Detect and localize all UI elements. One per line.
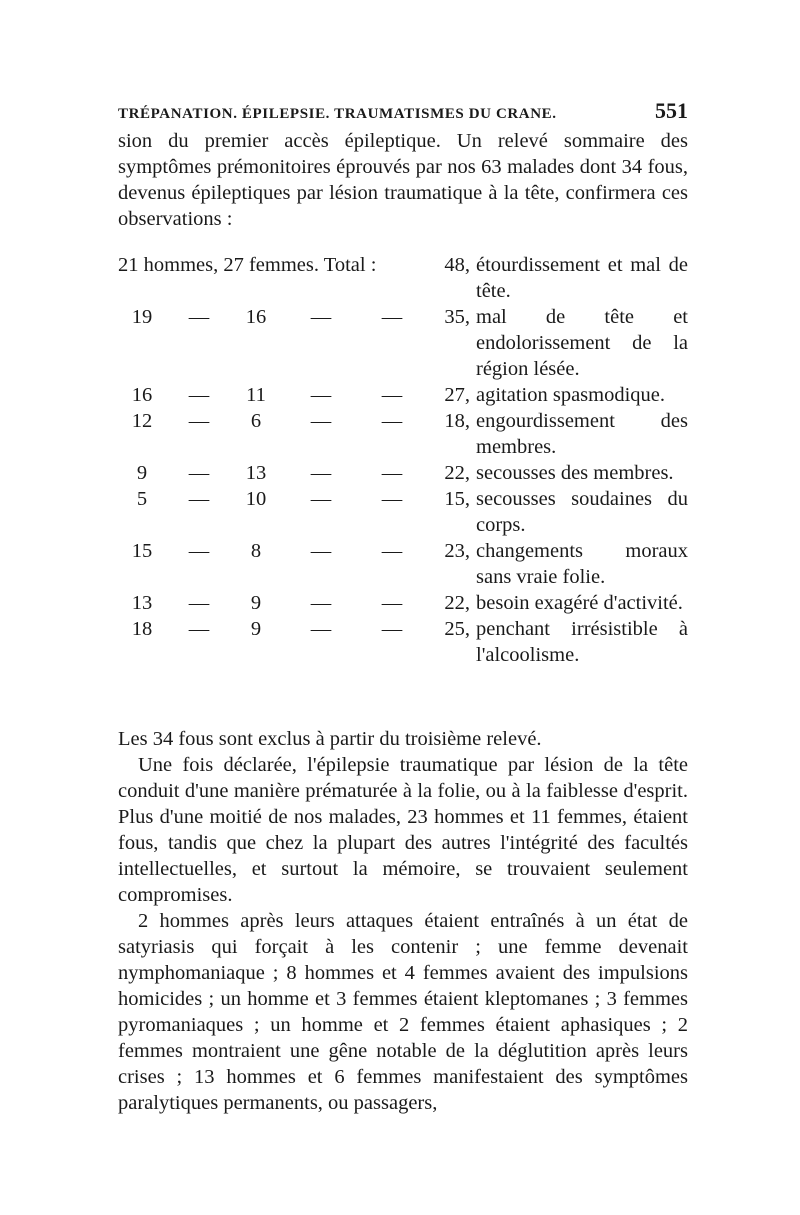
dash: — bbox=[188, 618, 210, 640]
running-head: TRÉPANATION. ÉPILEPSIE. TRAUMATISMES DU CRANE. bbox=[118, 106, 557, 122]
table-row bbox=[118, 590, 688, 616]
dash: — bbox=[310, 306, 332, 328]
dash: — bbox=[381, 306, 403, 328]
symptom-desc: secousses des membres. bbox=[476, 462, 674, 484]
women-count: 9 bbox=[250, 592, 262, 614]
total-count: 18, bbox=[444, 410, 470, 432]
women-count: 10 bbox=[245, 488, 267, 510]
men-count: 5 bbox=[136, 488, 148, 510]
total-count: 27, bbox=[444, 384, 470, 406]
paragraph-symptoms: 2 hommes après leurs attaques étaient entraînés à un état de satyriasis qui forçait à les contenir ; une femme devenait nymphomaniaque ; 8 hommes et 4 femmes avaient des impulsions homicides ; un homme et 3 femmes étaient kleptomanes ; 3 femmes pyromaniaques ; un homme et 2 femmes étaient aphasiques ; 2 femmes montraient une gêne notable de la déglutition après leurs crises ; 13 hommes et 6 femmes manifestaient des symptômes paralytiques permanents, ou passagers, bbox=[118, 910, 688, 1114]
symptom-desc: secousses soudaines du corps. bbox=[476, 488, 688, 536]
table-row bbox=[118, 538, 688, 590]
paragraph-exclusion: Les 34 fous sont exclus à partir du troisième relevé. bbox=[118, 728, 542, 750]
men-count: 13 bbox=[131, 592, 153, 614]
women-count: 11 bbox=[246, 384, 266, 406]
first-row-label: 21 hommes, 27 femmes. Total : bbox=[118, 254, 377, 276]
page-header bbox=[118, 98, 688, 124]
women-count: 9 bbox=[250, 618, 262, 640]
symptom-desc: changements moraux sans vraie folie. bbox=[476, 540, 688, 588]
dash: — bbox=[310, 488, 332, 510]
dash: — bbox=[310, 618, 332, 640]
symptom-desc: penchant irrésistible à l'alcoolisme. bbox=[476, 618, 688, 666]
table-row bbox=[118, 616, 688, 668]
total-count: 15, bbox=[444, 488, 470, 510]
dash: — bbox=[310, 462, 332, 484]
total-count: 23, bbox=[444, 540, 470, 562]
men-count: 16 bbox=[131, 384, 153, 406]
table-row bbox=[118, 460, 688, 486]
first-row-total: 48, bbox=[444, 254, 470, 276]
dash: — bbox=[188, 592, 210, 614]
women-count: 16 bbox=[245, 306, 267, 328]
total-count: 22, bbox=[444, 462, 470, 484]
dash: — bbox=[310, 540, 332, 562]
men-count: 18 bbox=[131, 618, 153, 640]
men-count: 15 bbox=[131, 540, 153, 562]
table-row-first bbox=[118, 252, 688, 304]
page-number: 551 bbox=[655, 98, 688, 123]
symptom-table bbox=[118, 252, 688, 668]
symptom-desc: agitation spasmodique. bbox=[476, 384, 666, 406]
total-count: 22, bbox=[444, 592, 470, 614]
dash: — bbox=[381, 540, 403, 562]
dash: — bbox=[381, 410, 403, 432]
symptom-desc: mal de tête et endolorissement de la région lésée. bbox=[476, 306, 688, 380]
dash: — bbox=[188, 410, 210, 432]
men-count: 12 bbox=[131, 410, 153, 432]
dash: — bbox=[381, 592, 403, 614]
dash: — bbox=[381, 462, 403, 484]
total-count: 35, bbox=[444, 306, 470, 328]
women-count: 8 bbox=[250, 540, 262, 562]
table-row bbox=[118, 408, 688, 460]
dash: — bbox=[310, 384, 332, 406]
dash: — bbox=[310, 410, 332, 432]
table-row bbox=[118, 304, 688, 382]
women-count: 6 bbox=[250, 410, 262, 432]
paragraph-epilepsy: Une fois déclarée, l'épilepsie traumatique par lésion de la tête conduit d'une manière prématurée à la folie, ou à la faiblesse d'esprit. Plus d'une moitié de nos malades, 23 hommes et 11 femmes, étaient fous, tandis que chez la plupart des autres l'intégrité des facultés intellectuelles, et surtout la mémoire, se trouvaient seulement compromises. bbox=[118, 754, 688, 906]
symptom-desc: engourdissement des membres. bbox=[476, 410, 688, 458]
dash: — bbox=[310, 592, 332, 614]
table-row bbox=[118, 382, 688, 408]
dash: — bbox=[381, 384, 403, 406]
dash: — bbox=[381, 618, 403, 640]
dash: — bbox=[188, 462, 210, 484]
table-row bbox=[118, 486, 688, 538]
total-count: 25, bbox=[444, 618, 470, 640]
men-count: 9 bbox=[136, 462, 148, 484]
dash: — bbox=[188, 384, 210, 406]
dash: — bbox=[188, 306, 210, 328]
women-count: 13 bbox=[245, 462, 267, 484]
dash: — bbox=[188, 488, 210, 510]
first-row-desc: étourdissement et mal de tête. bbox=[476, 254, 688, 302]
dash: — bbox=[188, 540, 210, 562]
men-count: 19 bbox=[131, 306, 153, 328]
dash: — bbox=[381, 488, 403, 510]
intro-paragraph: sion du premier accès épileptique. Un relevé sommaire des symptômes prémonitoires éprouvés par nos 63 malades dont 34 fous, devenus épileptiques par lésion traumatique à la tête, confirmera ces observations : bbox=[118, 130, 688, 230]
symptom-desc: besoin exagéré d'activité. bbox=[476, 592, 683, 614]
